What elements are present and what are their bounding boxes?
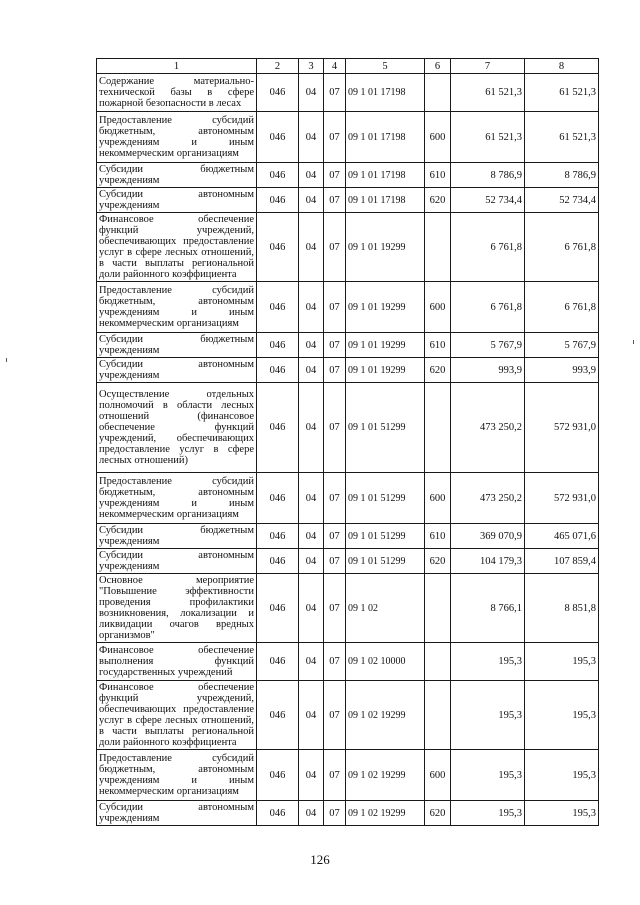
table-row [97,801,599,826]
cell-amount-1: 6 761,8 [451,213,525,282]
col-header-7: 7 [451,59,525,74]
cell-section: 04 [299,213,324,282]
cell-expense-type: 620 [425,358,451,383]
cell-admin-code: 046 [257,681,299,750]
cell-amount-2: 6 761,8 [525,282,599,333]
cell-subsection: 07 [324,213,346,282]
row-name: Основное мероприятие "Повышение эффективности проведения профилактики возникновения, локализации и ликвидации очагов вредных организмов" [97,574,257,643]
cell-amount-1: 61 521,3 [451,74,525,112]
col-header-1: 1 [97,59,257,74]
cell-admin-code: 046 [257,112,299,163]
row-name: Финансовое обеспечение функций учреждений, обеспечивающих предоставление услуг в сфере лесных отношений, в части выплаты региональной доли районного коэффициента [97,681,257,750]
cell-admin-code: 046 [257,574,299,643]
cell-target-article: 09 1 02 19299 [346,801,425,826]
cell-amount-1: 473 250,2 [451,383,525,473]
cell-subsection: 07 [324,549,346,574]
cell-expense-type: 600 [425,750,451,801]
cell-target-article: 09 1 02 19299 [346,681,425,750]
cell-amount-2: 6 761,8 [525,213,599,282]
table-row [97,282,599,333]
table-row [97,473,599,524]
cell-expense-type [425,383,451,473]
cell-section: 04 [299,750,324,801]
cell-subsection: 07 [324,163,346,188]
cell-subsection: 07 [324,750,346,801]
cell-amount-2: 52 734,4 [525,188,599,213]
cell-admin-code: 046 [257,333,299,358]
cell-amount-1: 993,9 [451,358,525,383]
table-row [97,643,599,681]
cell-amount-1: 8 766,1 [451,574,525,643]
cell-section: 04 [299,74,324,112]
cell-section: 04 [299,163,324,188]
cell-amount-2: 993,9 [525,358,599,383]
cell-target-article: 09 1 01 17198 [346,163,425,188]
cell-target-article: 09 1 02 19299 [346,750,425,801]
cell-expense-type: 620 [425,188,451,213]
cell-expense-type: 600 [425,282,451,333]
cell-subsection: 07 [324,333,346,358]
cell-subsection: 07 [324,383,346,473]
row-name: Субсидии автономным учреждениям [97,188,257,213]
col-header-4: 4 [324,59,346,74]
cell-admin-code: 046 [257,801,299,826]
row-name: Субсидии бюджетным учреждениям [97,163,257,188]
row-name: Осуществление отдельных полномочий в области лесных отношений (финансовое обеспечение функций учреждений, обеспечивающих предоставление услуг в сфере лесных отношений) [97,383,257,473]
page-number: 126 [310,852,330,867]
cell-amount-1: 61 521,3 [451,112,525,163]
cell-amount-2: 195,3 [525,643,599,681]
row-name: Субсидии бюджетным учреждениям [97,333,257,358]
row-name: Субсидии автономным учреждениям [97,801,257,826]
table-row [97,74,599,112]
cell-amount-1: 104 179,3 [451,549,525,574]
cell-amount-1: 52 734,4 [451,188,525,213]
cell-expense-type [425,574,451,643]
row-name: Предоставление субсидий бюджетным, автономным учреждениям и иным некоммерческим организациям [97,750,257,801]
cell-amount-1: 195,3 [451,643,525,681]
row-name: Финансовое обеспечение функций учреждений, обеспечивающих предоставление услуг в сфере лесных отношений, в части выплаты региональной доли районного коэффициента [97,213,257,282]
cell-amount-2: 195,3 [525,801,599,826]
cell-target-article: 09 1 02 10000 [346,643,425,681]
row-name: Субсидии бюджетным учреждениям [97,524,257,549]
cell-section: 04 [299,358,324,383]
margin-mark [6,358,7,362]
col-header-3: 3 [299,59,324,74]
col-header-6: 6 [425,59,451,74]
table-row [97,188,599,213]
cell-subsection: 07 [324,74,346,112]
cell-admin-code: 046 [257,163,299,188]
cell-target-article: 09 1 01 51299 [346,549,425,574]
cell-amount-2: 572 931,0 [525,473,599,524]
cell-target-article: 09 1 01 51299 [346,473,425,524]
margin-mark [633,340,634,344]
table-row [97,681,599,750]
cell-amount-2: 5 767,9 [525,333,599,358]
cell-section: 04 [299,473,324,524]
cell-section: 04 [299,681,324,750]
row-name: Субсидии автономным учреждениям [97,549,257,574]
cell-admin-code: 046 [257,524,299,549]
table-row [97,213,599,282]
col-header-2: 2 [257,59,299,74]
cell-amount-2: 107 859,4 [525,549,599,574]
cell-admin-code: 046 [257,383,299,473]
cell-amount-1: 195,3 [451,801,525,826]
cell-amount-1: 195,3 [451,681,525,750]
cell-target-article: 09 1 01 51299 [346,524,425,549]
row-name: Содержание материально-технической базы в сфере пожарной безопасности в лесах [97,74,257,112]
header-row [97,59,599,74]
cell-target-article: 09 1 01 17198 [346,112,425,163]
cell-admin-code: 046 [257,643,299,681]
cell-admin-code: 046 [257,74,299,112]
cell-section: 04 [299,112,324,163]
row-name: Субсидии автономным учреждениям [97,358,257,383]
col-header-5: 5 [346,59,425,74]
cell-section: 04 [299,549,324,574]
cell-subsection: 07 [324,643,346,681]
cell-target-article: 09 1 02 [346,574,425,643]
row-name: Предоставление субсидий бюджетным, автономным учреждениям и иным некоммерческим организациям [97,112,257,163]
cell-admin-code: 046 [257,282,299,333]
cell-section: 04 [299,643,324,681]
cell-subsection: 07 [324,282,346,333]
table-row [97,549,599,574]
cell-amount-1: 6 761,8 [451,282,525,333]
row-name: Предоставление субсидий бюджетным, автономным учреждениям и иным некоммерческим организациям [97,473,257,524]
table-row [97,358,599,383]
cell-amount-2: 61 521,3 [525,74,599,112]
cell-admin-code: 046 [257,473,299,524]
cell-target-article: 09 1 01 19299 [346,282,425,333]
cell-admin-code: 046 [257,188,299,213]
cell-amount-2: 8 786,9 [525,163,599,188]
cell-target-article: 09 1 01 17198 [346,188,425,213]
cell-amount-2: 61 521,3 [525,112,599,163]
cell-admin-code: 046 [257,750,299,801]
cell-subsection: 07 [324,681,346,750]
cell-amount-1: 369 070,9 [451,524,525,549]
cell-expense-type [425,681,451,750]
table-row [97,574,599,643]
cell-subsection: 07 [324,473,346,524]
cell-expense-type: 610 [425,333,451,358]
cell-admin-code: 046 [257,358,299,383]
cell-amount-1: 195,3 [451,750,525,801]
cell-section: 04 [299,282,324,333]
cell-expense-type [425,74,451,112]
table-row [97,163,599,188]
cell-expense-type: 610 [425,524,451,549]
cell-amount-2: 8 851,8 [525,574,599,643]
cell-amount-1: 473 250,2 [451,473,525,524]
cell-expense-type: 620 [425,801,451,826]
cell-section: 04 [299,801,324,826]
cell-section: 04 [299,383,324,473]
cell-expense-type: 600 [425,112,451,163]
cell-expense-type: 610 [425,163,451,188]
cell-admin-code: 046 [257,549,299,574]
table-row [97,112,599,163]
cell-target-article: 09 1 01 19299 [346,358,425,383]
table-body [97,74,599,826]
col-header-8: 8 [525,59,599,74]
cell-expense-type [425,213,451,282]
cell-amount-2: 195,3 [525,681,599,750]
cell-admin-code: 046 [257,213,299,282]
cell-section: 04 [299,333,324,358]
cell-subsection: 07 [324,524,346,549]
row-name: Финансовое обеспечение выполнения функций государственных учреждений [97,643,257,681]
cell-subsection: 07 [324,358,346,383]
cell-amount-1: 5 767,9 [451,333,525,358]
cell-section: 04 [299,524,324,549]
cell-expense-type: 620 [425,549,451,574]
cell-amount-2: 465 071,6 [525,524,599,549]
cell-subsection: 07 [324,801,346,826]
cell-amount-2: 572 931,0 [525,383,599,473]
table-row [97,333,599,358]
cell-section: 04 [299,574,324,643]
cell-target-article: 09 1 01 19299 [346,213,425,282]
table-row [97,383,599,473]
budget-table [96,58,599,826]
cell-expense-type: 600 [425,473,451,524]
cell-target-article: 09 1 01 17198 [346,74,425,112]
cell-target-article: 09 1 01 19299 [346,333,425,358]
cell-target-article: 09 1 01 51299 [346,383,425,473]
cell-subsection: 07 [324,112,346,163]
cell-amount-1: 8 786,9 [451,163,525,188]
cell-expense-type [425,643,451,681]
cell-subsection: 07 [324,188,346,213]
table-row [97,750,599,801]
cell-amount-2: 195,3 [525,750,599,801]
cell-section: 04 [299,188,324,213]
row-name: Предоставление субсидий бюджетным, автономным учреждениям и иным некоммерческим организациям [97,282,257,333]
cell-subsection: 07 [324,574,346,643]
table-row [97,524,599,549]
